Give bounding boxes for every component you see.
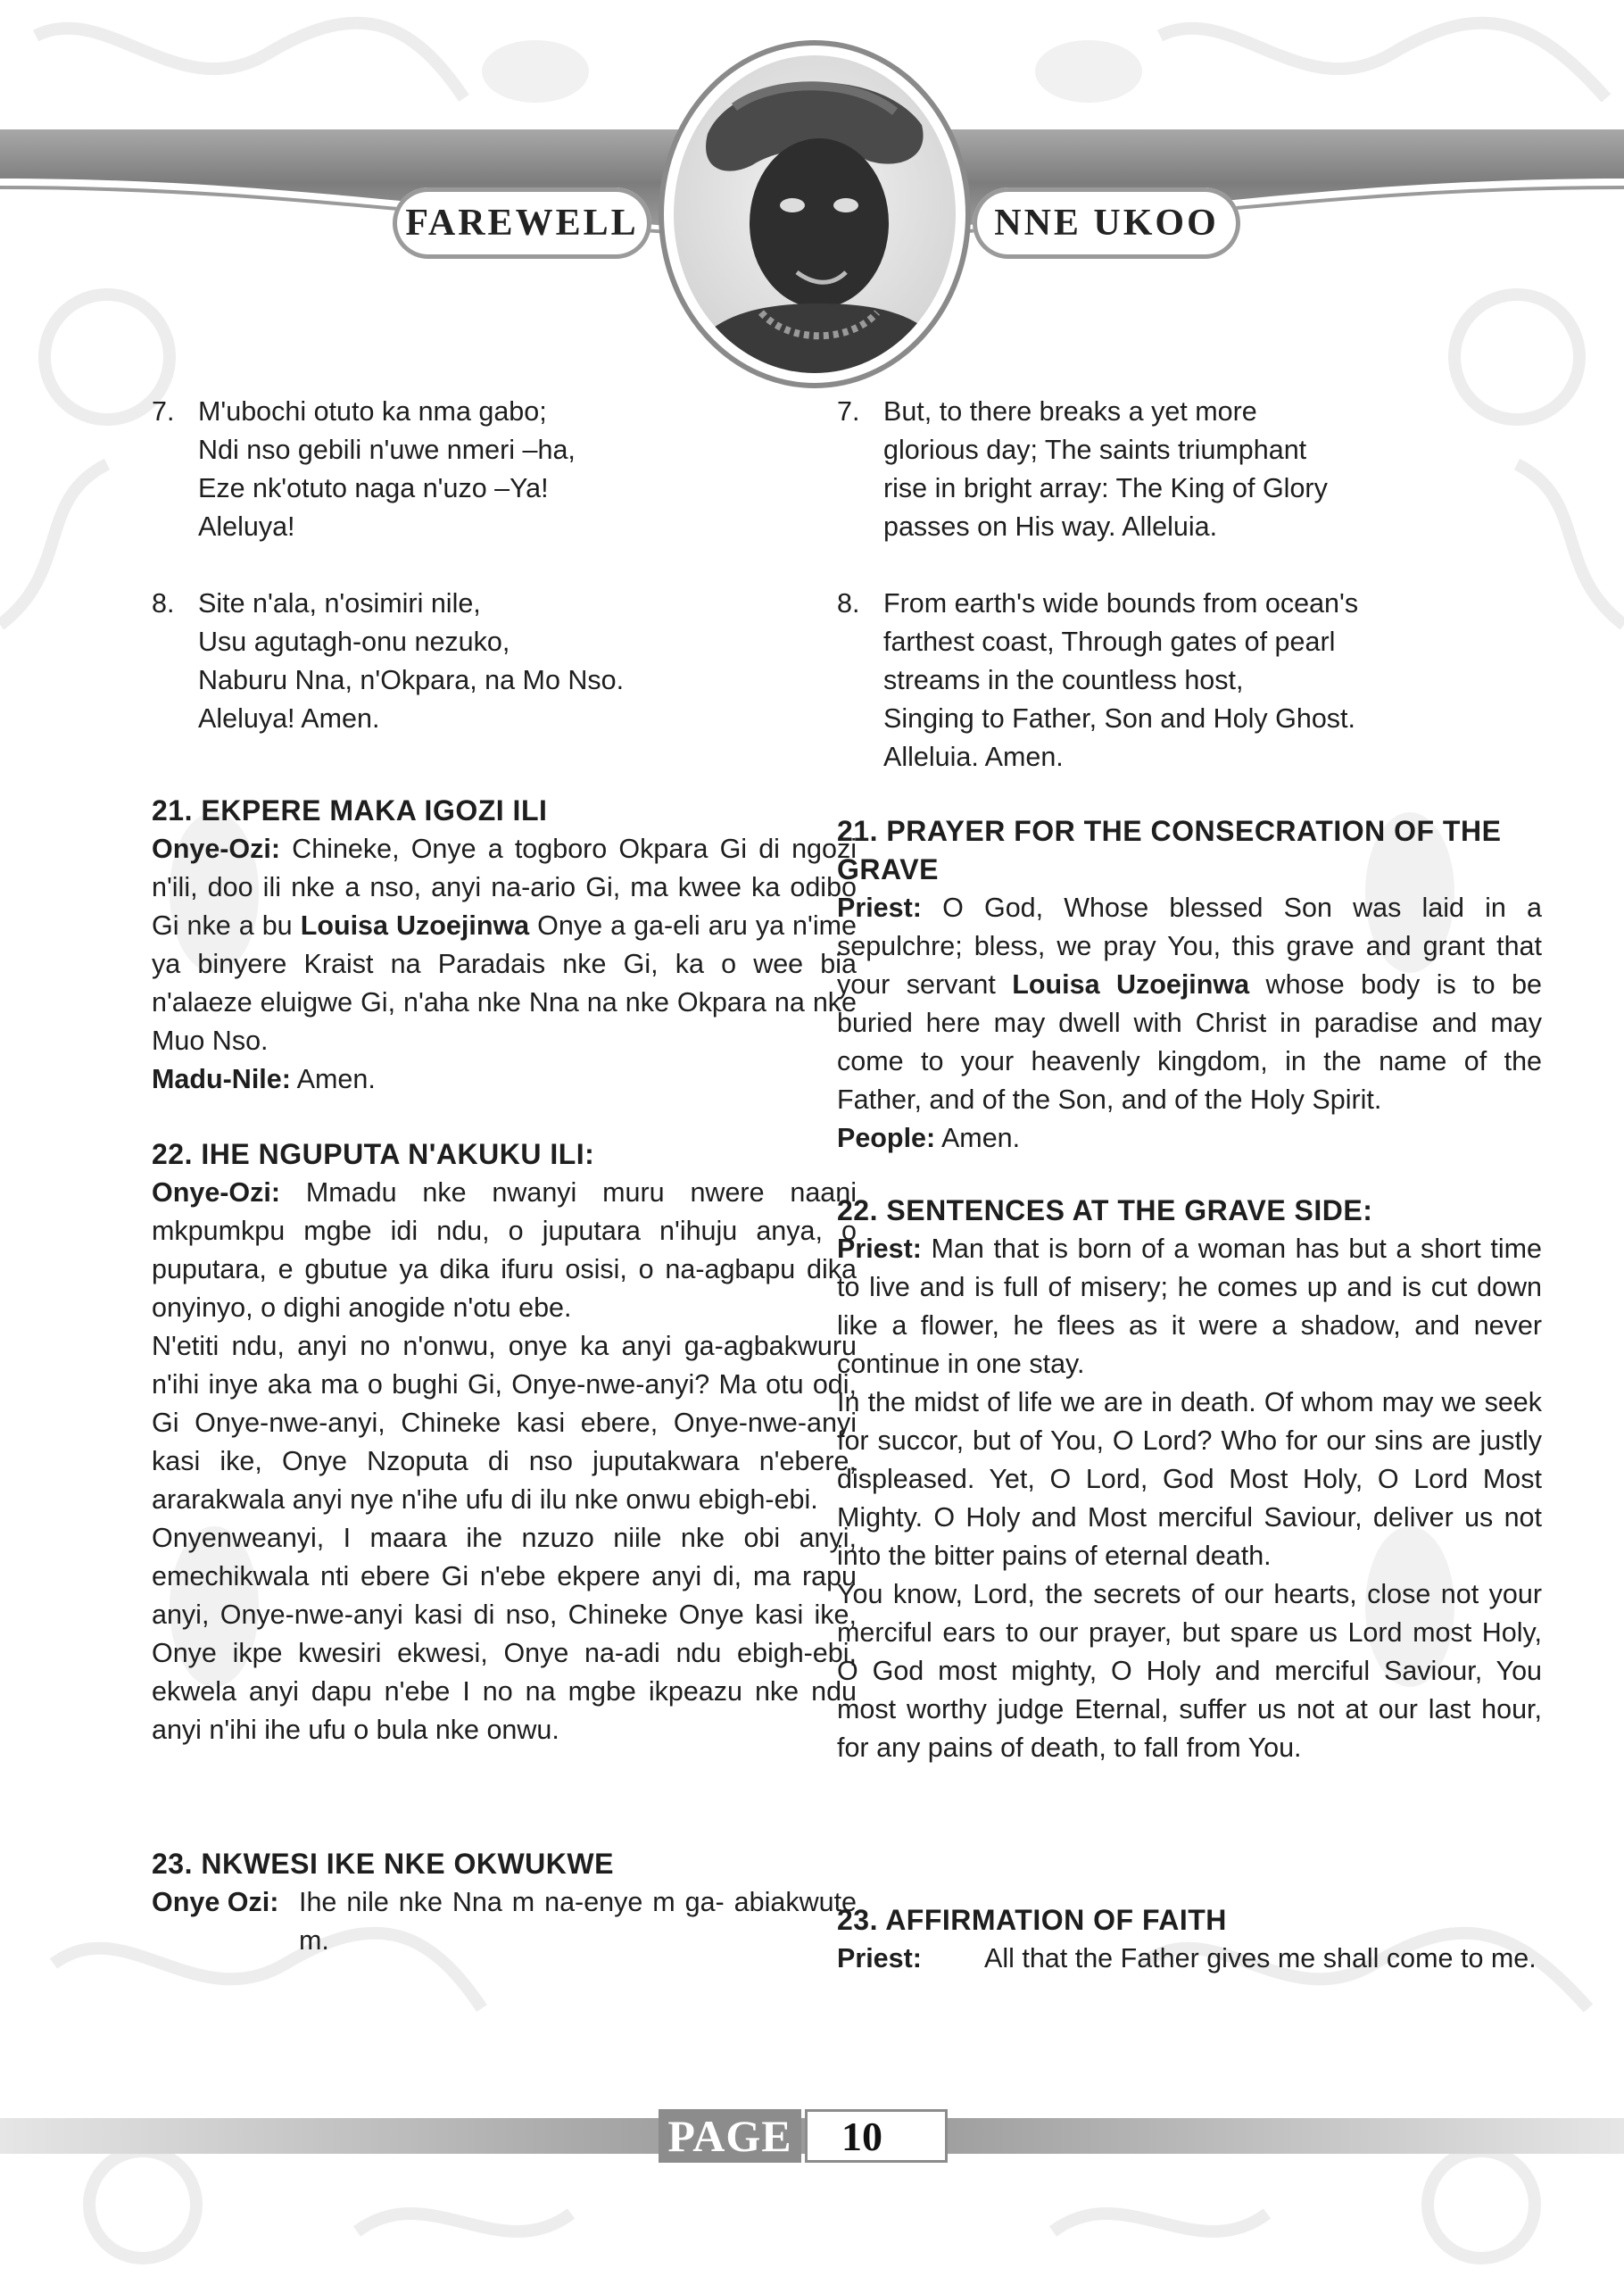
header-left-label: FAREWELL <box>393 187 651 259</box>
left-verse-7 <box>152 393 857 546</box>
portrait-medallion <box>654 36 975 393</box>
verse-number: 8. <box>837 588 860 619</box>
page-number: 10 <box>805 2109 948 2163</box>
section-paragraph: Onyenweanyi, I maara ihe nzuzo niile nke obi anyi, emechikwala nti ebere Gi n'ebe ekpere anyi di, ma rapu anyi, Onye-nwe-anyi kasi di nso, Chineke Onye kasi ike, Onye ikpe kwesiri ekwesi, Onye na-adi ndu ebigh-ebi, ekwela anyi dapu n'ebe I no na mgbe ikpeazu nke ndu anyi n'ihi ihe ufu o bula nke onwu. <box>152 1523 857 1745</box>
right-verse-7 <box>837 393 1542 546</box>
paragraph-text: Chineke, Onye a togboro Okpara Gi di ngozi n'ili, doo ili nke a nso, anyi na-ario Gi, ma kwee ka odibo Gi nke a bu <box>152 834 857 941</box>
affirmation-row <box>152 1883 857 1960</box>
speaker-label: Priest: <box>837 1234 922 1264</box>
paragraph-text: Man that is born of a woman has but a short time to live and is full of misery; he comes up and is cut down like a flower, he flees as it were a shadow, and never continue in one stay. <box>837 1234 1542 1379</box>
verse-text: But, to there breaks a yet more glorious day; The saints triumphant rise in bright array: The King of Glory passes on His way. Alleluia. <box>883 396 1328 542</box>
left-column <box>152 393 857 1960</box>
section-title: 22. SENTENCES AT THE GRAVE SIDE: <box>837 1194 1373 1226</box>
section-title: 21. PRAYER FOR THE CONSECRATION OF THE GRAVE <box>837 815 1502 885</box>
section-title: 23. NKWESI IKE NKE OKWUKWE <box>152 1848 614 1880</box>
section-title: 21. EKPERE MAKA IGOZI ILI <box>152 794 548 827</box>
left-section-23 <box>152 1845 857 1960</box>
speaker-label: People: <box>837 1123 936 1153</box>
section-paragraph <box>837 889 1542 1119</box>
deceased-name: Louisa Uzoejinwa <box>1012 969 1250 1000</box>
paragraph-text: whose body is to be buried here may dwell with Christ in paradise and may come to your heavenly kingdom, in the name of the Father, and of the Son, and of the Holy Spirit. <box>837 969 1542 1115</box>
right-section-22 <box>837 1192 1542 1901</box>
left-verse-8 <box>152 585 857 738</box>
header-right-label: NNE UKOO <box>973 187 1240 259</box>
speaker-label: Priest: <box>837 1943 922 1973</box>
affirmation-text: Ihe nile nke Nna m na-enye m ga- abiakwute m. <box>299 1887 857 1956</box>
section-paragraph <box>837 1230 1542 1383</box>
right-section-23 <box>837 1901 1542 1978</box>
affirmation-row <box>837 1940 1542 1978</box>
verse-number: 8. <box>152 588 175 619</box>
section-title: 23. AFFIRMATION OF FAITH <box>837 1904 1227 1936</box>
verse-number: 7. <box>152 396 175 427</box>
section-paragraph: N'etiti ndu, anyi no n'onwu, onye ka anyi ga-agbakwuru n'ihi inye aka ma o bughi Gi, Onye-nwe-anyi? Ma otu odi, Gi Onye-nwe-anyi, Chineke kasi ebere, Onye-nwe-anyi kasi ike, Onye Nzoputa di nso juputakwara n'ebere, ararakwala anyi nye n'ihe ufu di ilu nke onwu ebigh-ebi. <box>152 1331 857 1515</box>
speaker-label: Onye-Ozi: <box>152 1177 281 1208</box>
response-line <box>837 1119 1542 1158</box>
verse-text: Site n'ala, n'osimiri nile, Usu agutagh-onu nezuko, Naburu Nna, n'Okpara, na Mo Nso. Aleluya! Amen. <box>198 588 625 734</box>
verse-number: 7. <box>837 396 860 427</box>
speaker-label: Onye-Ozi: <box>152 834 281 864</box>
page-label: PAGE <box>659 2109 801 2163</box>
paragraph-text: O God, Whose blessed Son was laid in a sepulchre; bless, we pray You, this grave and grant that your servant <box>837 893 1542 1000</box>
paragraph-text: Onye a ga-eli aru ya n'ime ya binyere Kraist na Paradais nke Gi, ka o wee bia n'alaeze eluigwe Gi, n'aha nke Nna na nke Okpara na nke Muo Nso. <box>152 910 857 1056</box>
speaker-label: Onye Ozi: <box>152 1887 279 1917</box>
deceased-name: Louisa Uzoejinwa <box>300 910 530 941</box>
right-column <box>837 393 1542 1978</box>
affirmation-text: All that the Father gives me shall come to me. <box>984 1943 1537 1973</box>
verse-text: From earth's wide bounds from ocean's farthest coast, Through gates of pearl streams in the countless host, Singing to Father, Son and Holy Ghost. Alleluia. Amen. <box>883 588 1359 772</box>
speaker-label: Madu-Nile: <box>152 1064 291 1094</box>
left-section-21 <box>152 792 857 1135</box>
right-section-21 <box>837 812 1542 1174</box>
paragraph-text: Mmadu nke nwanyi muru nwere naani mkpumkpu mgbe idi ndu, o juputara n'ihuju anya, o puputara, e gbutue ya dika ifuru osisi, o na-agbapu dika onyinyo, o dighi anogide n'otu ebe. <box>152 1177 857 1323</box>
response-text: Amen. <box>935 1123 1021 1153</box>
section-paragraph: In the midst of life we are in death. Of whom may we seek for succor, but of You, O Lord? Who for our sins are justly displeased. Yet, O Lord, God Most Holy, O Lord Most Mighty. O Holy and Most merciful Saviour, deliver us not into the bitter pains of eternal death. <box>837 1387 1542 1571</box>
section-title: 22. IHE NGUPUTA N'AKUKU ILI: <box>152 1138 595 1170</box>
section-paragraph: You know, Lord, the secrets of our hearts, close not your merciful ears to our prayer, but spare us Lord most Holy, O God most mighty, O Holy and merciful Saviour, You most worthy judge Eternal, suffer us not at our last hour, for any pains of death, to fall from You. <box>837 1579 1542 1763</box>
section-paragraph <box>152 1174 857 1327</box>
verse-text: M'ubochi otuto ka nma gabo; Ndi nso gebili n'uwe nmeri –ha, Eze nk'otuto naga n'uzo –Ya! Aleluya! <box>198 396 576 542</box>
response-line <box>152 1060 857 1099</box>
section-paragraph <box>152 830 857 1060</box>
speaker-label: Priest: <box>837 893 922 923</box>
response-text: Amen. <box>290 1064 376 1094</box>
left-section-22 <box>152 1135 857 1845</box>
right-verse-8 <box>837 585 1542 777</box>
